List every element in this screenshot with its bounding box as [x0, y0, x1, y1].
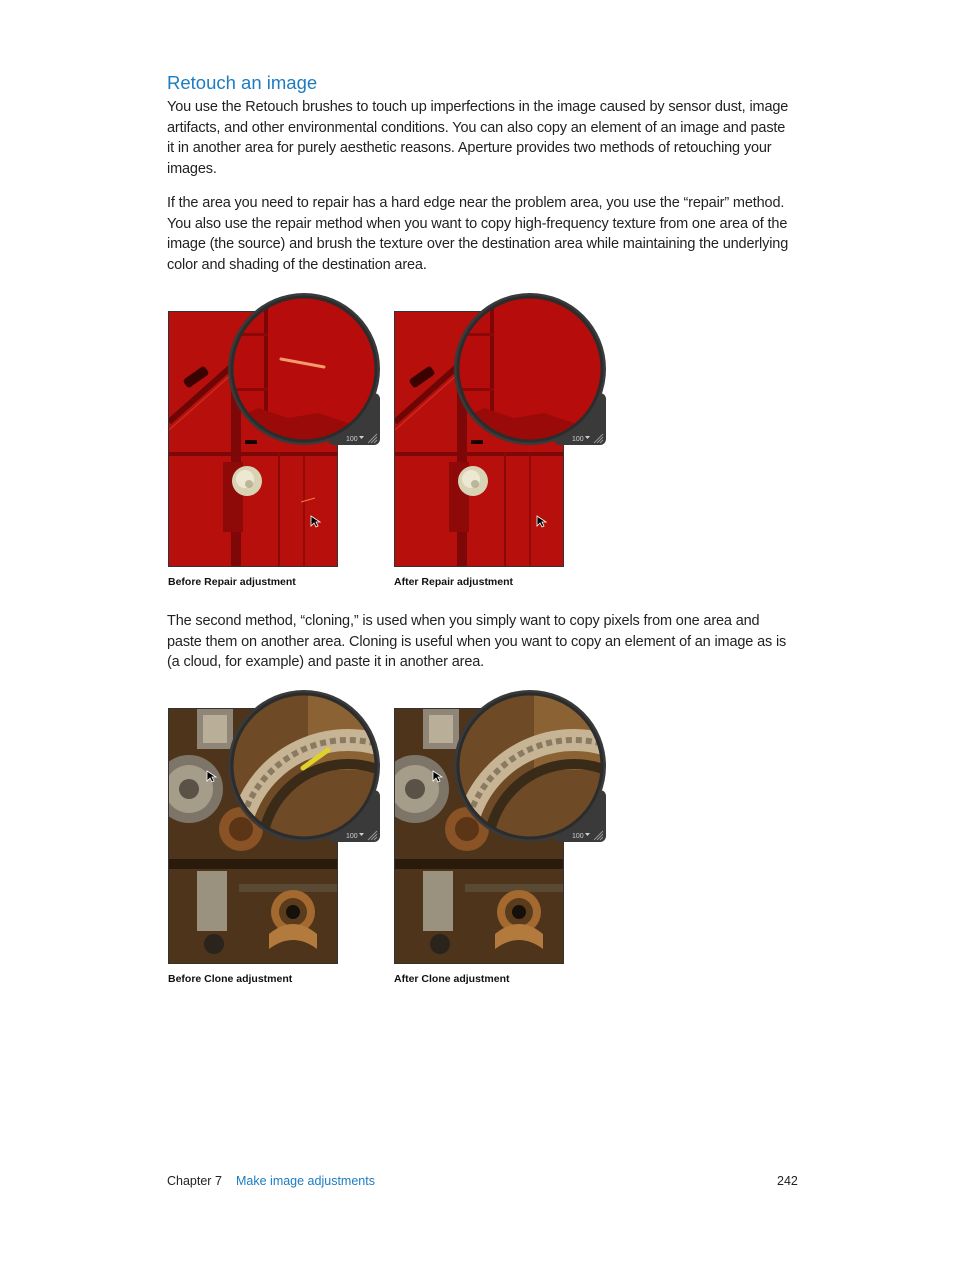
- figure-caption: Before Repair adjustment: [168, 576, 296, 588]
- figure-caption: Before Clone adjustment: [168, 973, 293, 985]
- zoom-level-label: 100: [572, 436, 584, 443]
- section-heading: Retouch an image: [167, 72, 318, 93]
- repair-paragraph: If the area you need to repair has a hard edge near the problem area, you use the “repair” method. You also use the repair method when you want to copy high-frequency texture from one area of the image (the source) and brush the texture over the destination area while maintaining the underlying color and shading of the destination area.: [167, 195, 789, 274]
- footer-chapter: Chapter 7: [167, 1174, 222, 1188]
- cloning-paragraph: The second method, “cloning,” is used when you simply want to copy pixels from one area and paste them on another area. Cloning is useful when you want to copy an element of an image as is (a cloud, for example) and paste it in another area.: [167, 613, 787, 671]
- zoom-level-label: 100: [346, 833, 358, 840]
- page-number: 242: [777, 1174, 798, 1188]
- loupe-magnifier: [454, 293, 606, 445]
- loupe-magnifier: [454, 690, 606, 842]
- loupe-magnifier: [228, 690, 380, 842]
- loupe-magnifier: [228, 293, 380, 445]
- figure-caption: After Repair adjustment: [394, 576, 514, 588]
- footer-chapter-link[interactable]: Make image adjustments: [236, 1174, 375, 1188]
- zoom-level-label: 100: [346, 436, 358, 443]
- figure-caption: After Clone adjustment: [394, 973, 510, 985]
- intro-paragraph: You use the Retouch brushes to touch up imperfections in the image caused by sensor dust, image artifacts, and other environmental conditions. You can also copy an element of an image and paste it in another area for purely aesthetic reasons. Aperture provides two methods of retouching your images.: [167, 99, 789, 178]
- zoom-level-label: 100: [572, 833, 584, 840]
